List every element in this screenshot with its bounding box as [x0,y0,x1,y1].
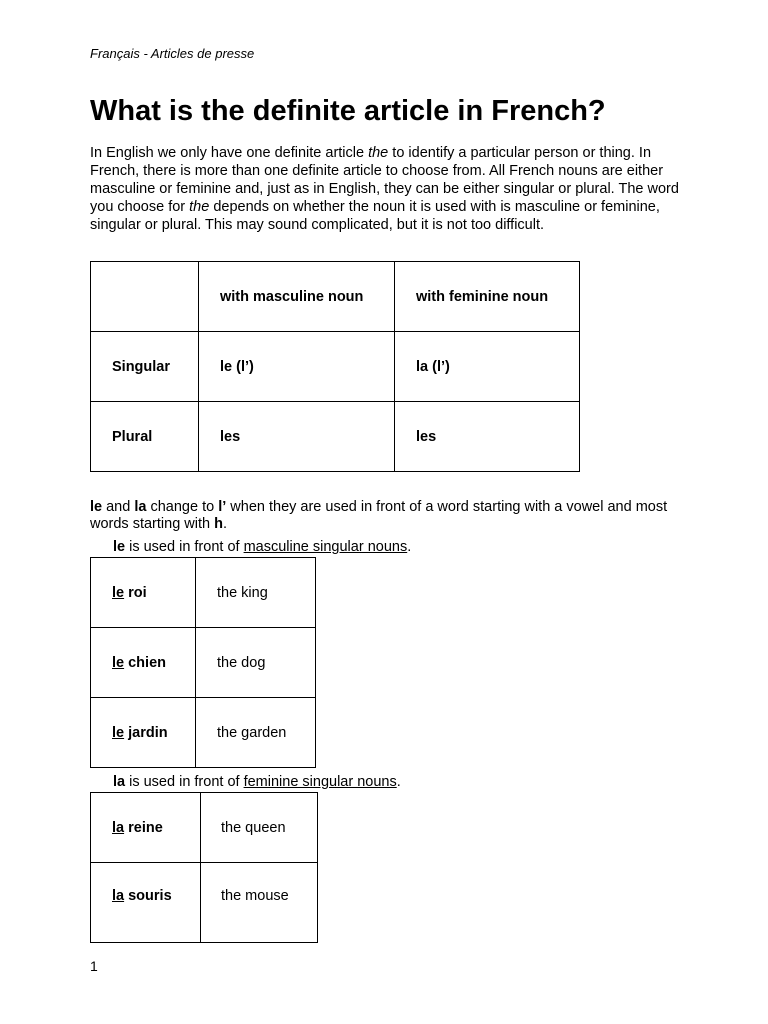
noun: jardin [124,724,168,741]
table-row [91,863,318,943]
intro-the-1: the [368,145,389,161]
le-usage-end: . [407,539,412,555]
table-row [91,332,580,402]
row-label-plural: Plural [91,402,199,472]
intro-text-2: to identify a particular person or thing. In French, there is more than one definite article to choose from. All French nouns are either masculine or feminine and, just as in English, they can be either singular or plural. The word you choose for [90,145,679,215]
le-examples-table [90,557,316,768]
french-word-cell [91,628,196,698]
la-usage-line [113,774,401,791]
la-usage-end: . [396,774,401,790]
la-article: la [113,774,126,790]
noun: souris [124,888,172,904]
le-usage-line [113,539,411,556]
column-header-feminine: with feminine noun [395,262,580,332]
note-la: la [134,499,147,515]
note-h: h [214,516,223,532]
plural-feminine-cell: les [395,402,580,472]
la-usage-underlined: feminine singular nouns [243,774,397,790]
page-header: Français - Articles de presse [90,46,255,61]
article-underlined: le [112,724,125,741]
note-text: and [102,499,135,515]
english-word-cell: the king [196,558,316,628]
article-underlined: la [112,819,125,836]
english-word-cell: the queen [201,793,318,863]
column-header-masculine: with masculine noun [199,262,395,332]
note-l-apostrophe: l’ [218,499,227,515]
article-underlined: le [112,654,125,671]
table-row [91,698,316,768]
note-text: when they are used in front of a word starting with a vowel and most words starting with [90,499,668,532]
intro-text-1: In English we only have one definite article [90,145,369,161]
table-row [91,402,580,472]
elision-note [90,499,690,533]
article-underlined: la [112,888,125,904]
note-le: le [90,499,103,515]
singular-feminine-cell: la (l’) [395,332,580,402]
article-underlined: le [112,584,125,601]
table-row [91,558,316,628]
le-usage-underlined: masculine singular nouns [243,539,408,555]
table-corner-cell [91,262,199,332]
definite-article-table [90,261,580,472]
page-number: 1 [90,958,98,974]
french-word-cell [91,698,196,768]
noun: chien [124,654,166,671]
french-word-cell [91,863,201,943]
intro-paragraph [90,144,690,234]
la-examples-table [90,792,318,943]
singular-masculine-cell: le (l’) [199,332,395,402]
le-article: le [113,539,126,555]
table-header-row [91,262,580,332]
english-word-cell: the dog [196,628,316,698]
noun: roi [124,584,147,601]
note-text: . [222,516,227,532]
english-word-cell: the mouse [201,863,318,943]
note-text: change to [146,499,219,515]
page-title: What is the definite article in French? [90,95,606,127]
la-usage-text: is used in front of [125,774,244,790]
le-usage-text: is used in front of [125,539,244,555]
plural-masculine-cell: les [199,402,395,472]
intro-the-2: the [189,199,210,215]
noun: reine [124,819,163,836]
english-word-cell: the garden [196,698,316,768]
row-label-singular: Singular [91,332,199,402]
french-word-cell [91,558,196,628]
french-word-cell [91,793,201,863]
intro-text-3: depends on whether the noun it is used with is masculine or feminine, singular or plural. This may sound complicated, but it is not too difficult. [90,199,660,233]
table-row [91,793,318,863]
table-row [91,628,316,698]
